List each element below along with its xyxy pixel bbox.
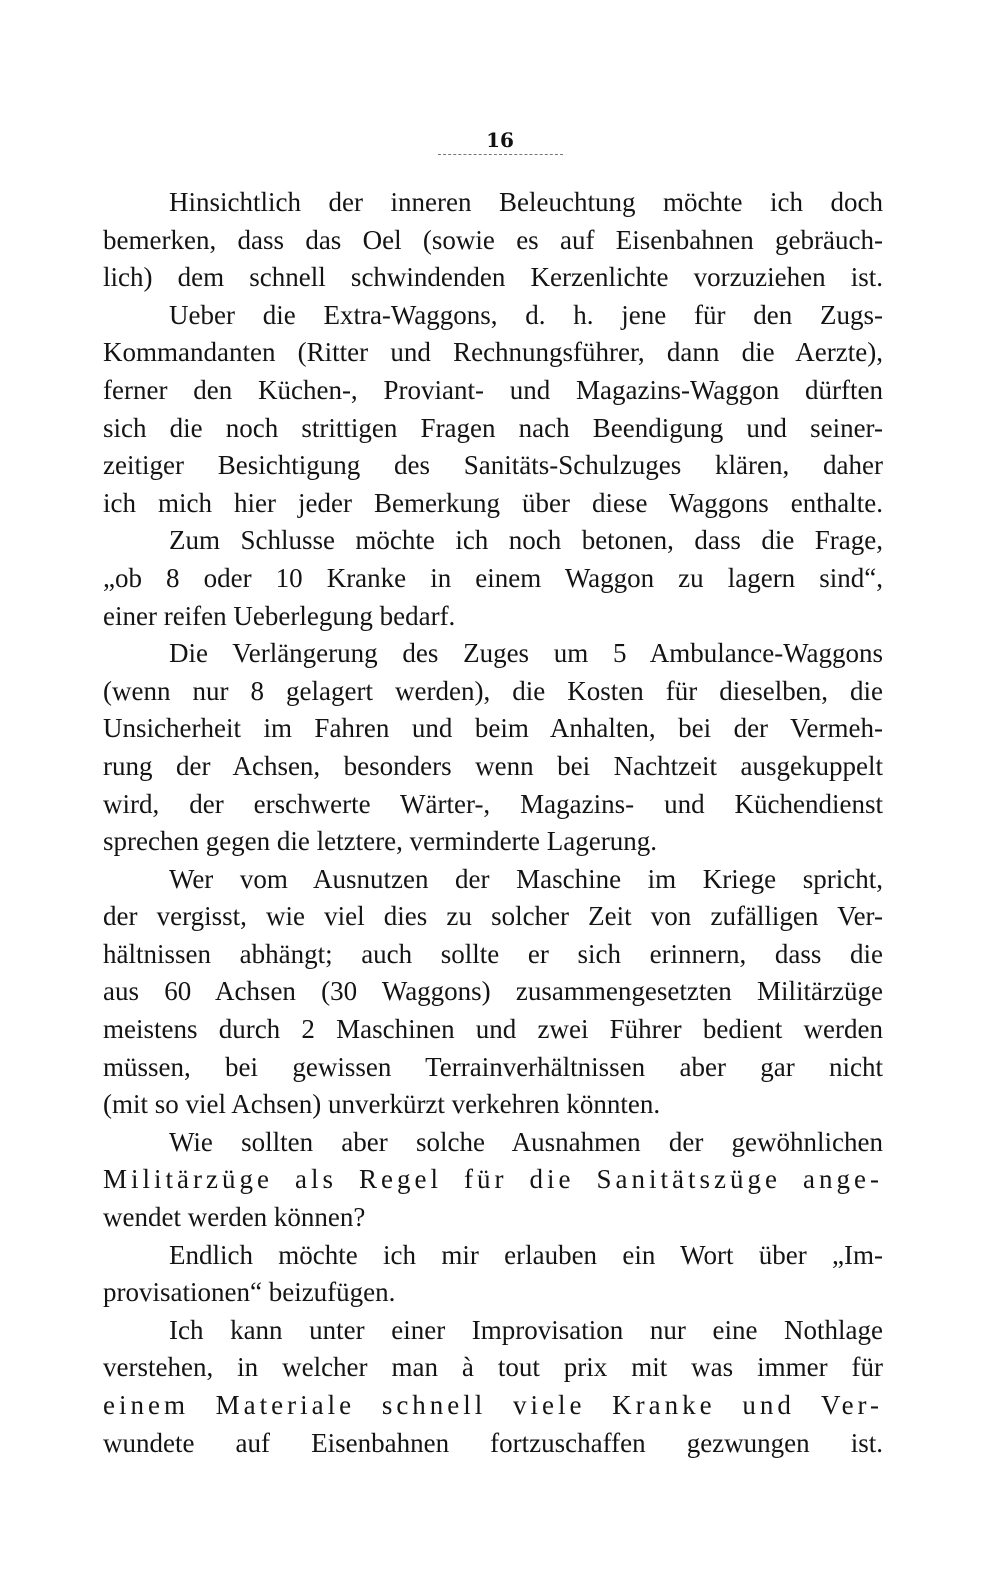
text-line: Militärzüge als Regel für die Sanitätszüge ange- [103,1164,883,1195]
text-line: Ich kann unter einer Improvisation nur eine Nothlage [169,1314,883,1345]
text-line: bemerken, dass das Oel (sowie es auf Eisenbahnen gebräuch- [103,224,883,255]
text-line: Endlich möchte ich mir erlauben ein Wort über „Im- [169,1239,883,1270]
text-line: ich mich hier jeder Bemerkung über diese Waggons enthalte. [103,487,883,518]
body-text [103,184,883,1462]
text-line: wundete auf Eisenbahnen fortzuschaffen gezwungen ist. [103,1427,883,1458]
text-line: Zum Schlusse möchte ich noch betonen, dass die Frage, [169,525,883,556]
text-line: der vergisst, wie viel dies zu solcher Zeit von zufälligen Ver- [103,901,883,932]
text-line: Hinsichtlich der inneren Beleuchtung möchte ich doch [169,187,883,217]
text-line: sprechen gegen die letztere, verminderte Lagerung. [103,826,657,857]
text-line: „ob 8 oder 10 Kranke in einem Waggon zu lagern sind“, [103,562,883,593]
text-line: sich die noch strittigen Fragen nach Beendigung und seiner- [103,412,883,443]
text-line: zeitiger Besichtigung des Sanitäts-Schulzuges klären, daher [103,450,883,481]
text-line: Wie sollten aber solche Ausnahmen der gewöhnlichen [169,1126,883,1157]
text-line: ferner den Küchen-, Proviant- und Magazins-Waggon dürften [103,374,883,405]
text-line: aus 60 Achsen (30 Waggons) zusammengesetzten Militärzüge [103,976,883,1007]
page-number: 16 [486,128,514,152]
text-line: provisationen“ beizufügen. [103,1277,396,1308]
text-line: (wenn nur 8 gelagert werden), die Kosten für dieselben, die [103,675,883,706]
text-line: hältnissen abhängt; auch sollte er sich erinnern, dass die [103,938,883,969]
text-line: Unsicherheit im Fahren und beim Anhalten, bei der Vermeh- [103,713,883,744]
header-rule [438,154,563,155]
text-line: lich) dem schnell schwindenden Kerzenlichte vorzuziehen ist. [103,262,883,293]
text-line: (mit so viel Achsen) unverkürzt verkehren könnten. [103,1089,661,1120]
text-line: müssen, bei gewissen Terrainverhältnissen aber gar nicht [103,1051,883,1082]
text-line: meistens durch 2 Maschinen und zwei Führer bedient werden [103,1014,883,1045]
text-line: Kommandanten (Ritter und Rechnungsführer, dann die Aerzte), [103,337,883,368]
text-line: verstehen, in welcher man à tout prix mit was immer für [103,1352,883,1383]
text-line: einem Materiale schnell viele Kranke und Ver- [103,1390,883,1420]
text-line: Ueber die Extra-Waggons, d. h. jene für den Zugs- [169,299,883,330]
text-line: Wer vom Ausnutzen der Maschine im Kriege spricht, [169,863,883,894]
text-line: wendet werden können? [103,1202,366,1233]
text-line: Die Verlängerung des Zuges um 5 Ambulance-Waggons [169,638,883,669]
text-line: wird, der erschwerte Wärter-, Magazins- und Küchendienst [103,788,883,819]
text-line: einer reifen Ueberlegung bedarf. [103,600,456,631]
text-line: rung der Achsen, besonders wenn bei Nachtzeit ausgekuppelt [103,750,883,781]
